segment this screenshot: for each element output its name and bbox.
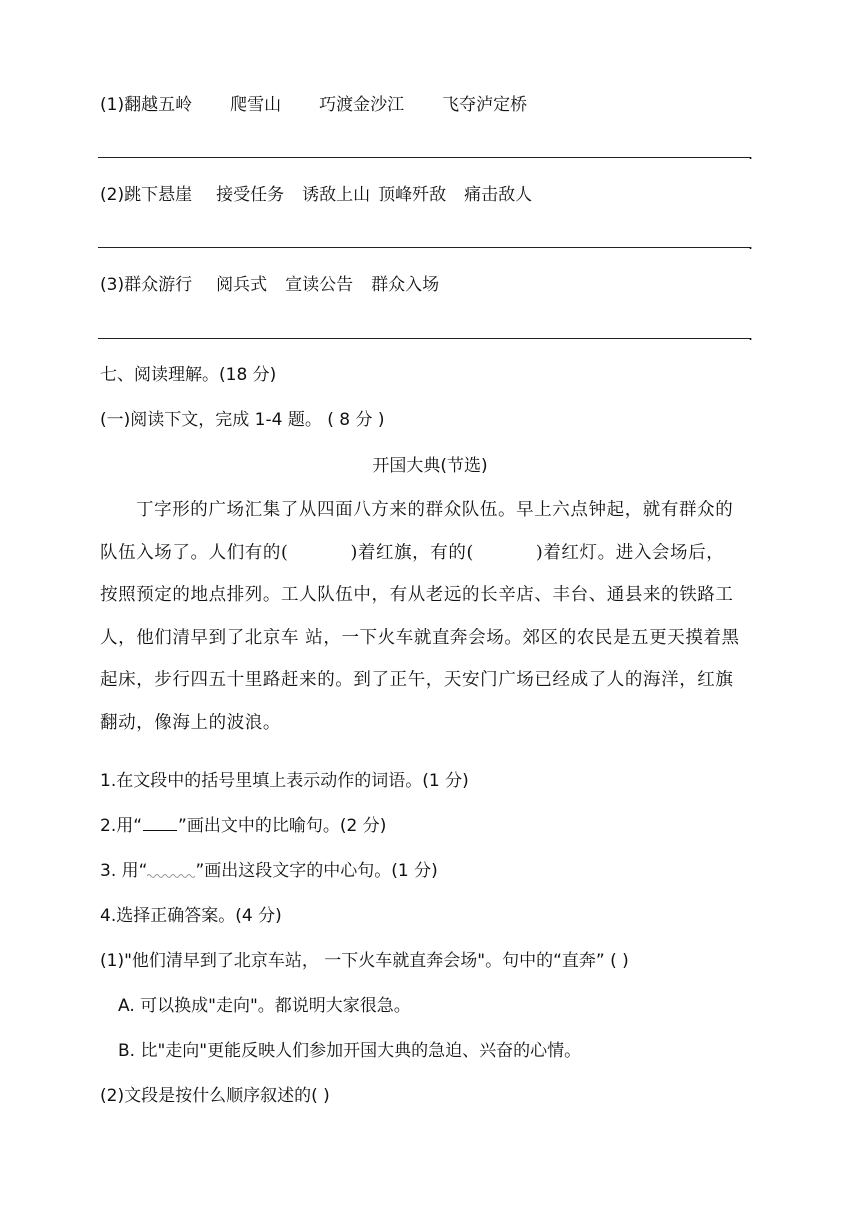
- answer-line[interactable]: [98, 338, 750, 339]
- wavy-underline-mark: [147, 862, 195, 876]
- ordering-question-2: [100, 184, 532, 206]
- option-text: 群众入场: [371, 275, 440, 295]
- section-heading: 七、阅读理解。(18 分): [100, 365, 277, 385]
- ordering-question-1: [100, 94, 527, 116]
- option-text: 诱敌上山: [302, 185, 371, 205]
- question-label: (3)群众游行: [100, 275, 193, 295]
- answer-line[interactable]: [98, 247, 750, 248]
- ordering-question-3: [100, 274, 439, 296]
- question-3: 3. 用“ ”画出这段文字的中心句。(1 分): [100, 861, 438, 881]
- answer-end-mark: .: [748, 234, 754, 253]
- option-text: 阅兵式: [216, 275, 268, 295]
- passage-line: 翻动，像海上的波浪。: [100, 712, 281, 733]
- straight-underline-mark: [143, 816, 177, 831]
- answer-end-mark: .: [748, 325, 754, 344]
- question-label: (2)跳下悬崖: [100, 185, 193, 205]
- option-text: 巧渡金沙江: [319, 95, 405, 115]
- question-4: 4.选择正确答案。(4 分): [100, 906, 282, 926]
- option-text: 顶峰歼敌: [378, 185, 447, 205]
- passage: [100, 499, 762, 754]
- question-label: (1)翻越五岭: [100, 95, 193, 115]
- option-text: 痛击敌人: [464, 185, 533, 205]
- option-text: 接受任务: [216, 185, 285, 205]
- passage-line: 起床，步行四五十里路赶来的。到了正午，天安门广场已经成了人的海洋，红旗: [100, 670, 734, 690]
- answer-end-mark: .: [748, 144, 754, 163]
- question-1: 1.在文段中的括号里填上表示动作的词语。(1 分): [100, 771, 469, 791]
- part-heading: (一)阅读下文，完成 1-4 题。 ( 8 分 ): [100, 410, 385, 430]
- question-2: 2.用“ ”画出文中的比喻句。(2 分): [100, 816, 387, 836]
- question-4-1: (1)"他们清早到了北京车站， 一下火车就直奔会场"。句中的“直奔” ( ): [100, 951, 629, 971]
- question-4-2: (2)文段是按什么顺序叙述的( ): [100, 1086, 330, 1106]
- option-text: 飞夺泸定桥: [442, 95, 528, 115]
- option-text: 爬雪山: [230, 95, 282, 115]
- passage-line: 丁字形的广场汇集了从四面八方来的群众队伍。早上六点钟起，就有群众的: [136, 500, 734, 520]
- option-text: 宣读公告: [285, 275, 354, 295]
- option-b[interactable]: B. 比"走向"更能反映人们参加开国大典的急迫、兴奋的心情。: [118, 1041, 582, 1061]
- passage-line: 人，他们清早到了北京车 站，一下火车就直奔会场。郊区的农民是五更天摸着黑: [100, 627, 740, 648]
- option-a[interactable]: A. 可以换成"走向"。都说明大家很急。: [118, 996, 411, 1016]
- passage-line: 按照预定的地点排列。工人队伍中，有从老远的长辛店、丰台、通县来的铁路工: [100, 585, 734, 605]
- answer-line[interactable]: [98, 157, 750, 158]
- passage-title: 开国大典(节选): [372, 456, 488, 476]
- passage-line: 队伍入场了。人们有的( )着红旗，有的( )着红灯。进入会场后，: [100, 542, 725, 563]
